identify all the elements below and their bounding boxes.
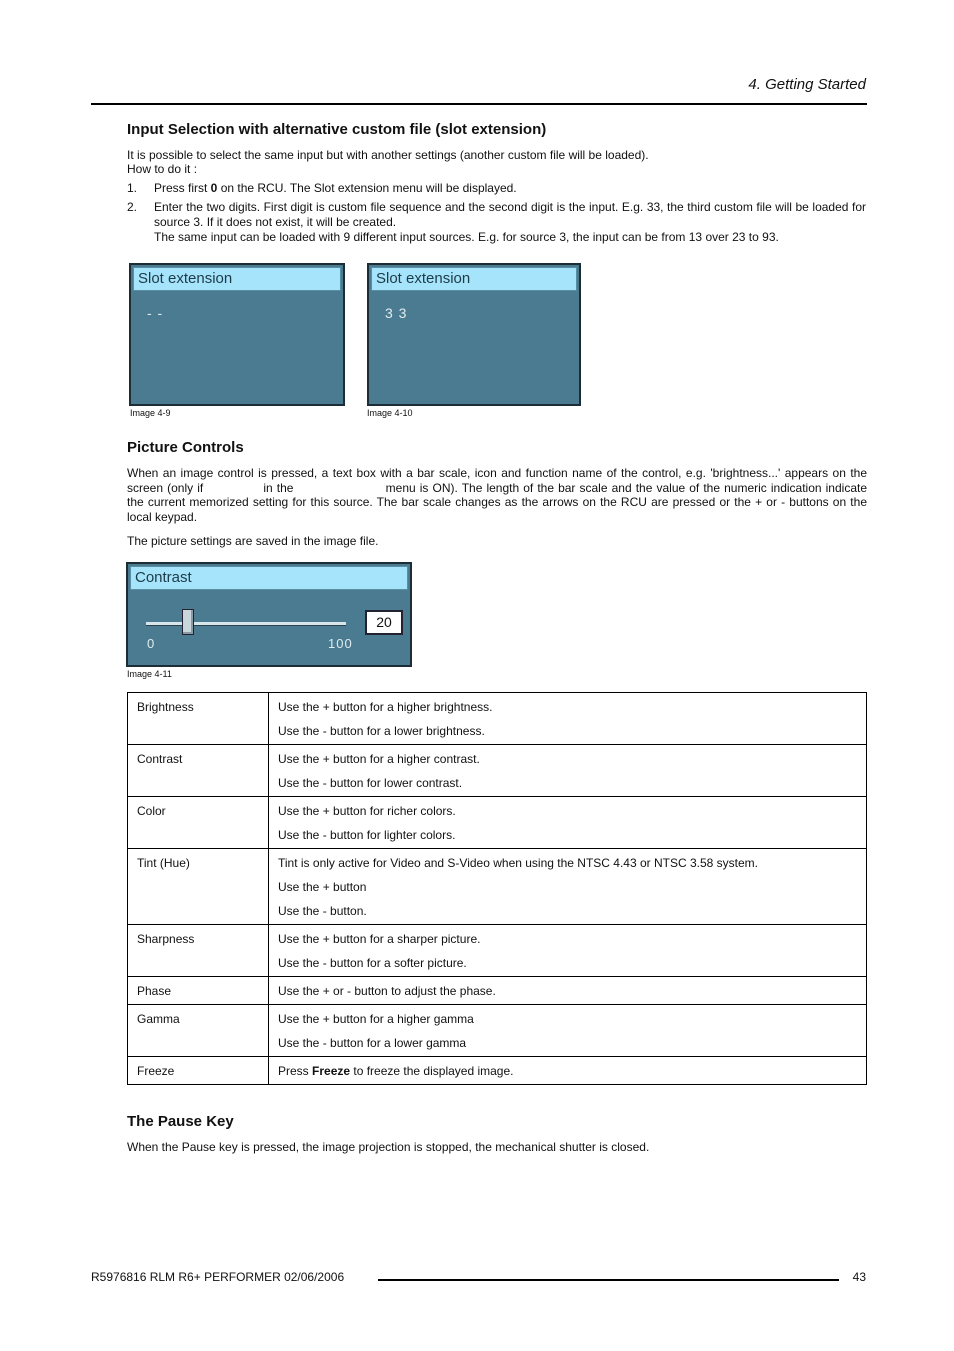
table-row xyxy=(128,1057,867,1085)
osd-title-bar: Slot extension xyxy=(133,267,341,291)
osd-value: - - xyxy=(147,305,164,321)
list-item xyxy=(127,200,867,246)
table-row xyxy=(128,849,867,925)
control-name: Contrast xyxy=(128,745,269,797)
slider-thumb xyxy=(182,609,194,635)
osd-value: 3 3 xyxy=(385,305,408,321)
section-title-picture-controls: Picture Controls xyxy=(127,439,244,456)
picture-settings-note: The picture settings are saved in the image file. xyxy=(127,534,379,548)
key-zero: 0 xyxy=(210,181,218,195)
control-name: Color xyxy=(128,797,269,849)
control-name: Phase xyxy=(128,977,269,1005)
intro-paragraph: It is possible to select the same input but with another settings (another custom file will be loaded). xyxy=(127,148,649,162)
control-name: Tint (Hue) xyxy=(128,849,269,925)
slider-max-label: 100 xyxy=(328,636,353,651)
image-caption: Image 4-9 xyxy=(130,408,171,418)
control-name: Sharpness xyxy=(128,925,269,977)
control-description: Use the + button for a higher gamma Use the - button for a lower gamma xyxy=(269,1005,867,1057)
table-row xyxy=(128,797,867,849)
image-caption: Image 4-10 xyxy=(367,408,413,418)
control-name: Brightness xyxy=(128,693,269,745)
control-description: Use the + button for richer colors. Use the - button for lighter colors. xyxy=(269,797,867,849)
list-item xyxy=(127,181,867,197)
header-rule xyxy=(91,103,867,105)
table-row xyxy=(128,977,867,1005)
control-name: Freeze xyxy=(128,1057,269,1085)
page-number: 43 xyxy=(852,1270,866,1284)
list-text: Enter the two digits. First digit is custom file sequence and the second digit is the input. E.g. 33, the third custom file will be loaded for source 3. If it does not exist, it will be created. The same input can be loaded with 9 different input sources. E.g. for source 3, the input can be from 13 over 23 to 93. xyxy=(154,200,866,244)
list-number: 2. xyxy=(127,200,138,214)
osd-title-bar: Contrast xyxy=(130,566,408,590)
control-name: Gamma xyxy=(128,1005,269,1057)
image-caption: Image 4-11 xyxy=(127,669,172,679)
footer-rule xyxy=(378,1279,839,1281)
intro-howto: How to do it : xyxy=(127,162,198,176)
control-description: Use the + button for a higher brightness. Use the - button for a lower brightness. xyxy=(269,693,867,745)
picture-controls-table xyxy=(127,692,867,1085)
osd-title-bar: Slot extension xyxy=(371,267,577,291)
control-description: Use the + button for a sharper picture. Use the - button for a softer picture. xyxy=(269,925,867,977)
section-title-pause-key: The Pause Key xyxy=(127,1113,234,1130)
picture-controls-paragraph: When an image control is pressed, a text box with a bar scale, icon and function name of the control, e.g. 'brightness...' appears on the screen (only if in the menu is ON). The length of the bar scale and the value of the numeric indication indicate the current memorized setting for this source. The bar scale changes as the arrows on the RCU are pressed or the + or - buttons on the local keypad. xyxy=(127,466,868,524)
osd-slot-extension-33 xyxy=(367,263,581,406)
slider-track xyxy=(146,622,346,626)
table-row xyxy=(128,745,867,797)
control-description: Use the + button for a higher contrast. Use the - button for lower contrast. xyxy=(269,745,867,797)
control-description: Tint is only active for Video and S-Video when using the NTSC 4.43 or NTSC 3.58 system. Use the + button Use the - button. xyxy=(269,849,867,925)
pause-key-paragraph: When the Pause key is pressed, the image projection is stopped, the mechanical shutter is closed. xyxy=(127,1140,650,1154)
list-number: 1. xyxy=(127,181,138,195)
list-text: Press first 0 on the RCU. The Slot extension menu will be displayed. xyxy=(154,181,517,195)
osd-contrast xyxy=(126,562,412,667)
table-row xyxy=(128,925,867,977)
table-row xyxy=(128,1005,867,1057)
table-row xyxy=(128,693,867,745)
chapter-title: 4. Getting Started xyxy=(748,76,866,93)
footer-document-id: R5976816 RLM R6+ PERFORMER 02/06/2006 xyxy=(91,1270,345,1284)
control-description: Press Freeze to freeze the displayed image. xyxy=(269,1057,867,1085)
contrast-value-box: 20 xyxy=(365,610,403,635)
control-description: Use the + or - button to adjust the phase. xyxy=(269,977,867,1005)
section-title-slot-extension: Input Selection with alternative custom file (slot extension) xyxy=(127,121,547,138)
osd-slot-extension-empty xyxy=(129,263,345,406)
key-freeze: Freeze xyxy=(312,1064,351,1078)
slider-min-label: 0 xyxy=(147,636,156,651)
